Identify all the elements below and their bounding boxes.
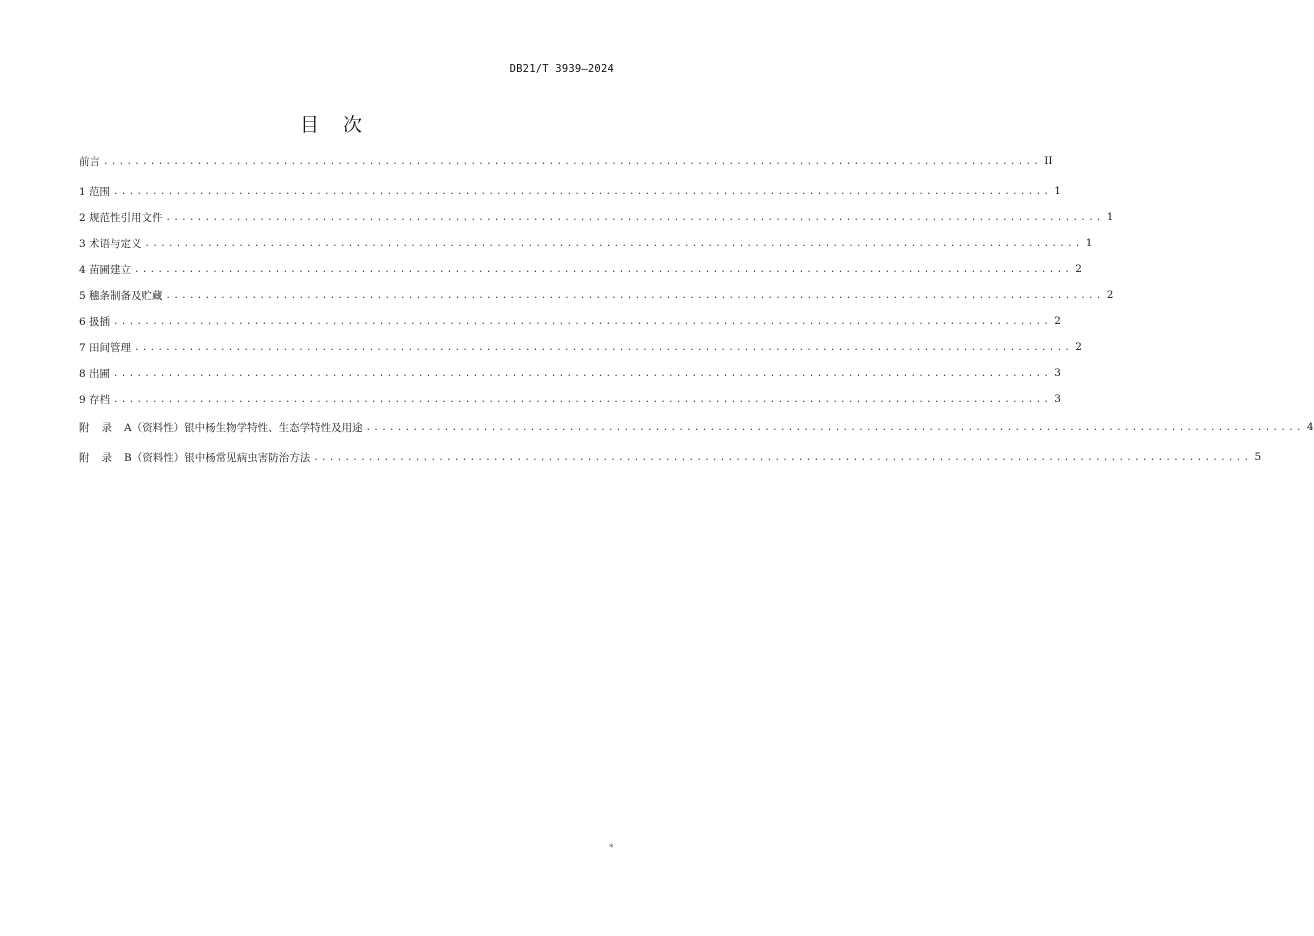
toc-entry-page: 4 xyxy=(1304,421,1314,433)
toc-entry-page: 1 xyxy=(1083,237,1093,249)
dot-leader: ........................................................................................................................ xyxy=(134,265,1073,275)
toc-entry-label: 前言 xyxy=(79,154,103,169)
toc-entry-nursery-establishment[interactable] xyxy=(79,256,1082,282)
toc-entry-scope[interactable] xyxy=(79,178,1061,204)
dot-leader: ........................................................................................................................ xyxy=(113,187,1052,197)
toc-entry-label xyxy=(79,420,366,435)
dot-leader: ........................................................................................................................ xyxy=(144,239,1083,249)
toc-title: 目次 xyxy=(299,114,386,136)
dot-leader: ........................................................................................................................ xyxy=(313,453,1252,463)
dot-leader: ........................................................................................................................ xyxy=(165,213,1104,223)
toc-entry-label: 7 田间管理 xyxy=(79,340,134,355)
toc-entry-page: 2 xyxy=(1072,341,1082,353)
toc-entry-appendix-b[interactable] xyxy=(79,442,1262,472)
document-code: DB21/T 3939—2024 xyxy=(509,63,614,75)
toc-entry-foreword[interactable] xyxy=(79,148,1053,174)
toc-entry-label: 9 存档 xyxy=(79,392,113,407)
page-footer-mark: * xyxy=(609,843,614,853)
toc-entry-page: 1 xyxy=(1051,185,1061,197)
dot-leader: ........................................................................................................................ xyxy=(134,343,1073,353)
dot-leader: ........................................................................................................................ xyxy=(113,395,1052,405)
appendix-title: B（资料性）银中杨常见病虫害防治方法 xyxy=(124,451,311,464)
toc-entry-field-management[interactable] xyxy=(79,334,1082,360)
toc-entry-page: 5 xyxy=(1251,451,1261,463)
dot-leader: ........................................................................................................................ xyxy=(365,423,1304,433)
toc-entry-label: 6 扱插 xyxy=(79,314,113,329)
toc-entry-outplanting[interactable] xyxy=(79,360,1061,386)
dot-leader: ........................................................................................................................ xyxy=(113,317,1052,327)
toc-entry-page: 2 xyxy=(1072,263,1082,275)
toc-entry-archiving[interactable] xyxy=(79,386,1061,412)
toc-entry-cutting-preparation[interactable] xyxy=(79,282,1114,308)
toc-entry-label: 1 范围 xyxy=(79,184,113,199)
toc-entry-page: 2 xyxy=(1051,315,1061,327)
toc-entry-cutting-insertion[interactable] xyxy=(79,308,1061,334)
appendix-prefix: 附录 xyxy=(79,421,124,434)
appendix-title: A（资料性）银中杨生物学特性、生态学特性及用途 xyxy=(124,421,363,434)
toc-entry-label: 3 术语与定义 xyxy=(79,236,145,251)
toc-entry-normative-references[interactable] xyxy=(79,204,1114,230)
toc-entry-label xyxy=(79,450,313,465)
toc-entry-page: II xyxy=(1041,155,1052,167)
toc-entry-label: 8 出圃 xyxy=(79,366,113,381)
toc-entry-label: 2 规范性引用文件 xyxy=(79,210,166,225)
toc-entry-terms-definitions[interactable] xyxy=(79,230,1093,256)
toc-entry-label: 5 穗条制备及贮藏 xyxy=(79,288,166,303)
appendix-prefix: 附录 xyxy=(79,451,124,464)
toc-entry-page: 3 xyxy=(1051,393,1061,405)
toc-entry-label: 4 苗圃建立 xyxy=(79,262,134,277)
dot-leader: ........................................................................................................................ xyxy=(113,369,1052,379)
toc-entry-page: 3 xyxy=(1051,367,1061,379)
dot-leader: ........................................................................................................................ xyxy=(103,157,1042,167)
toc-entry-appendix-a[interactable] xyxy=(79,412,1314,442)
dot-leader: ........................................................................................................................ xyxy=(165,291,1104,301)
toc-entry-page: 1 xyxy=(1104,211,1114,223)
toc-entry-page: 2 xyxy=(1104,289,1114,301)
table-of-contents xyxy=(79,148,1314,472)
